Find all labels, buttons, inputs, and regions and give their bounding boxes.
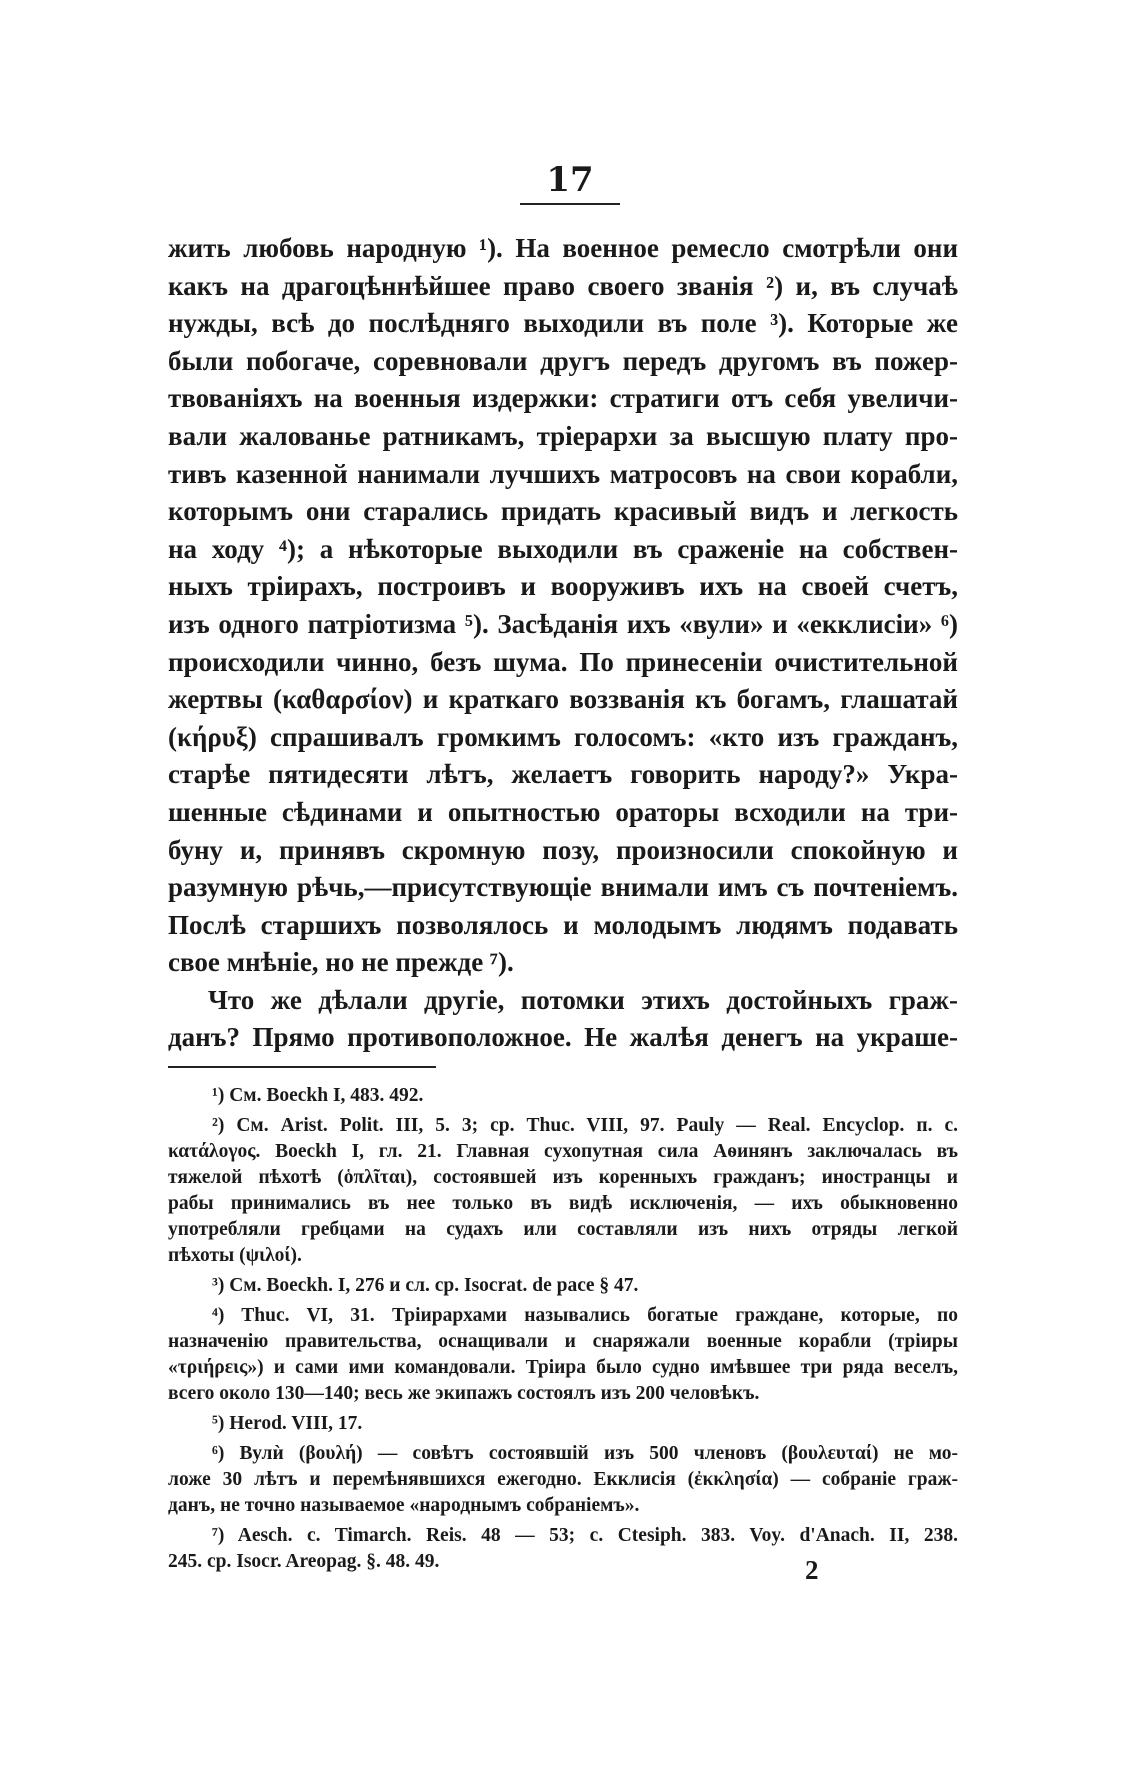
footnote-line: ⁴) Thuc. VI, 31. Тріирархами назывались богатые граждане, которые, по: [212, 1305, 958, 1326]
text-line: ныхъ тріирахъ, построивъ и вооруживъ ихъ на своей счетъ,: [168, 571, 958, 602]
text-line: изъ одного патріотизма ⁵). Засѣданія ихъ «вули» и «екклисіи» ⁶): [168, 608, 958, 639]
text-line: тивъ казенной нанимали лучшихъ матросовъ на свои корабли,: [168, 458, 958, 489]
text-line: твованіяхъ на военныя издержки: стратиги отъ себя увеличи-: [168, 383, 958, 414]
footnote-3: [168, 1273, 958, 1299]
text-line: какъ на драгоцѣннѣйшее право своего званія ²) и, въ случаѣ: [168, 270, 958, 301]
text-line: жить любовь народную ¹). На военное ремесло смотрѣли они: [168, 233, 958, 263]
main-text: [168, 230, 958, 1057]
footnote-line: ложе 30 лѣтъ и перемѣнявшихся ежегодно. Екклисія (ἐκκλησία) — собраніе граж-: [168, 1469, 958, 1490]
footnote-line: тяжелой пѣхотѣ (ὁπλῖται), состоявшей изъ коренныхъ гражданъ; иностранцы и: [168, 1167, 958, 1188]
text-line: буну и, принявъ скромную позу, произносили спокойную и: [168, 834, 958, 865]
text-line: шенные сѣдинами и опытностью ораторы всходили на три-: [168, 796, 958, 827]
footnote-line: ⁶) Вулѝ (βουλή) — совѣтъ состоявшій изъ 500 членовъ (βουλευταί) не мо-: [212, 1443, 958, 1464]
text-line: были побогаче, соревновали другъ передъ другомъ въ пожер-: [168, 345, 958, 376]
text-line: вали жалованье ратникамъ, тріерархи за высшую плату про-: [168, 420, 958, 451]
text-line: старѣе пятидесяти лѣтъ, желаетъ говорить народу?» Укра-: [168, 759, 958, 790]
footnote-line: всего около 130—140; весь же экипажъ состоялъ изъ 200 человѣкъ.: [168, 1383, 760, 1404]
footnote-line: ³) См. Boeckh. I, 276 и сл. ср. Isocrat. de pace § 47.: [212, 1275, 639, 1296]
text-line: на ходу ⁴); а нѣкоторые выходили въ сраженіе на собствен-: [168, 533, 958, 564]
footnote-6: [168, 1441, 958, 1519]
footnotes: [168, 1083, 958, 1579]
text-line: Что же дѣлали другіе, потомки этихъ достойныхъ граж-: [208, 984, 958, 1015]
footnote-2: [168, 1113, 958, 1269]
footnote-line: 245. ср. Isocr. Areopag. §. 48. 49.: [168, 1551, 440, 1572]
text-line: (κήρυξ) спрашивалъ громкимъ голосомъ: «кто изъ гражданъ,: [168, 721, 958, 752]
footnote-line: κατάλογος. Boeckh I, гл. 21. Главная сухопутная сила Аѳинянъ заключалась въ: [168, 1141, 958, 1162]
footnote-line: употребляли гребцами на судахъ или составляли изъ нихъ отряды легкой: [168, 1219, 958, 1240]
footnote-line: данъ, не точно называемое «народнымъ собраніемъ».: [168, 1495, 640, 1516]
text-line: Послѣ старшихъ позволялось и молодымъ людямъ подавать: [168, 909, 958, 940]
footnote-7: [168, 1523, 958, 1575]
text-line: жертвы (καθαρσίον) и краткаго воззванія къ богамъ, глашатай: [168, 684, 958, 715]
text-line: нужды, всѣ до послѣдняго выходили въ поле ³). Которые же: [168, 308, 958, 339]
text-line: данъ? Прямо противоположное. Не жалѣя денегъ на украше-: [168, 1022, 958, 1053]
footnote-line: назначенію правительства, оснащивали и снаряжали военные корабли (тріиры: [168, 1331, 958, 1352]
text-line: происходили чинно, безъ шума. По принесеніи очистительной: [168, 646, 958, 677]
footnote-line: рабы принимались въ нее только въ видѣ исключенія, — ихъ обыкновенно: [168, 1193, 958, 1214]
footnote-line: ¹) См. Boeckh I, 483. 492.: [212, 1085, 424, 1106]
page-number: 17: [546, 160, 594, 200]
footnote-5: [168, 1411, 958, 1437]
footnote-line: ²) См. Arist. Polit. III, 5. 3; ср. Thuc. VIII, 97. Pauly — Real. Encyclop. п. с.: [212, 1115, 958, 1136]
text-line: свое мнѣніе, но не прежде ⁷).: [168, 947, 514, 978]
footnote-line: ⁵) Herod. VIII, 17.: [212, 1413, 363, 1434]
footnote-line: «τριήρεις») и сами ими командовали. Тріира было судно имѣвшее три ряда веселъ,: [168, 1357, 958, 1378]
footnote-4: [168, 1303, 958, 1407]
footnote-rule: [168, 1066, 436, 1068]
header-rule: [520, 203, 620, 205]
footnote-line: пѣхоты (ψιλοί).: [168, 1245, 302, 1266]
text-line: которымъ они старались придать красивый видъ и легкость: [168, 496, 958, 527]
text-line: разумную рѣчь,—присутствующіе внимали имъ съ почтеніемъ.: [168, 872, 958, 903]
footnote-1: [168, 1083, 958, 1109]
signature-mark: 2: [805, 1555, 819, 1585]
footnote-line: ⁷) Aesch. c. Timarch. Reis. 48 — 53; c. Ctesiph. 383. Voy. d'Anach. II, 238.: [212, 1525, 958, 1546]
